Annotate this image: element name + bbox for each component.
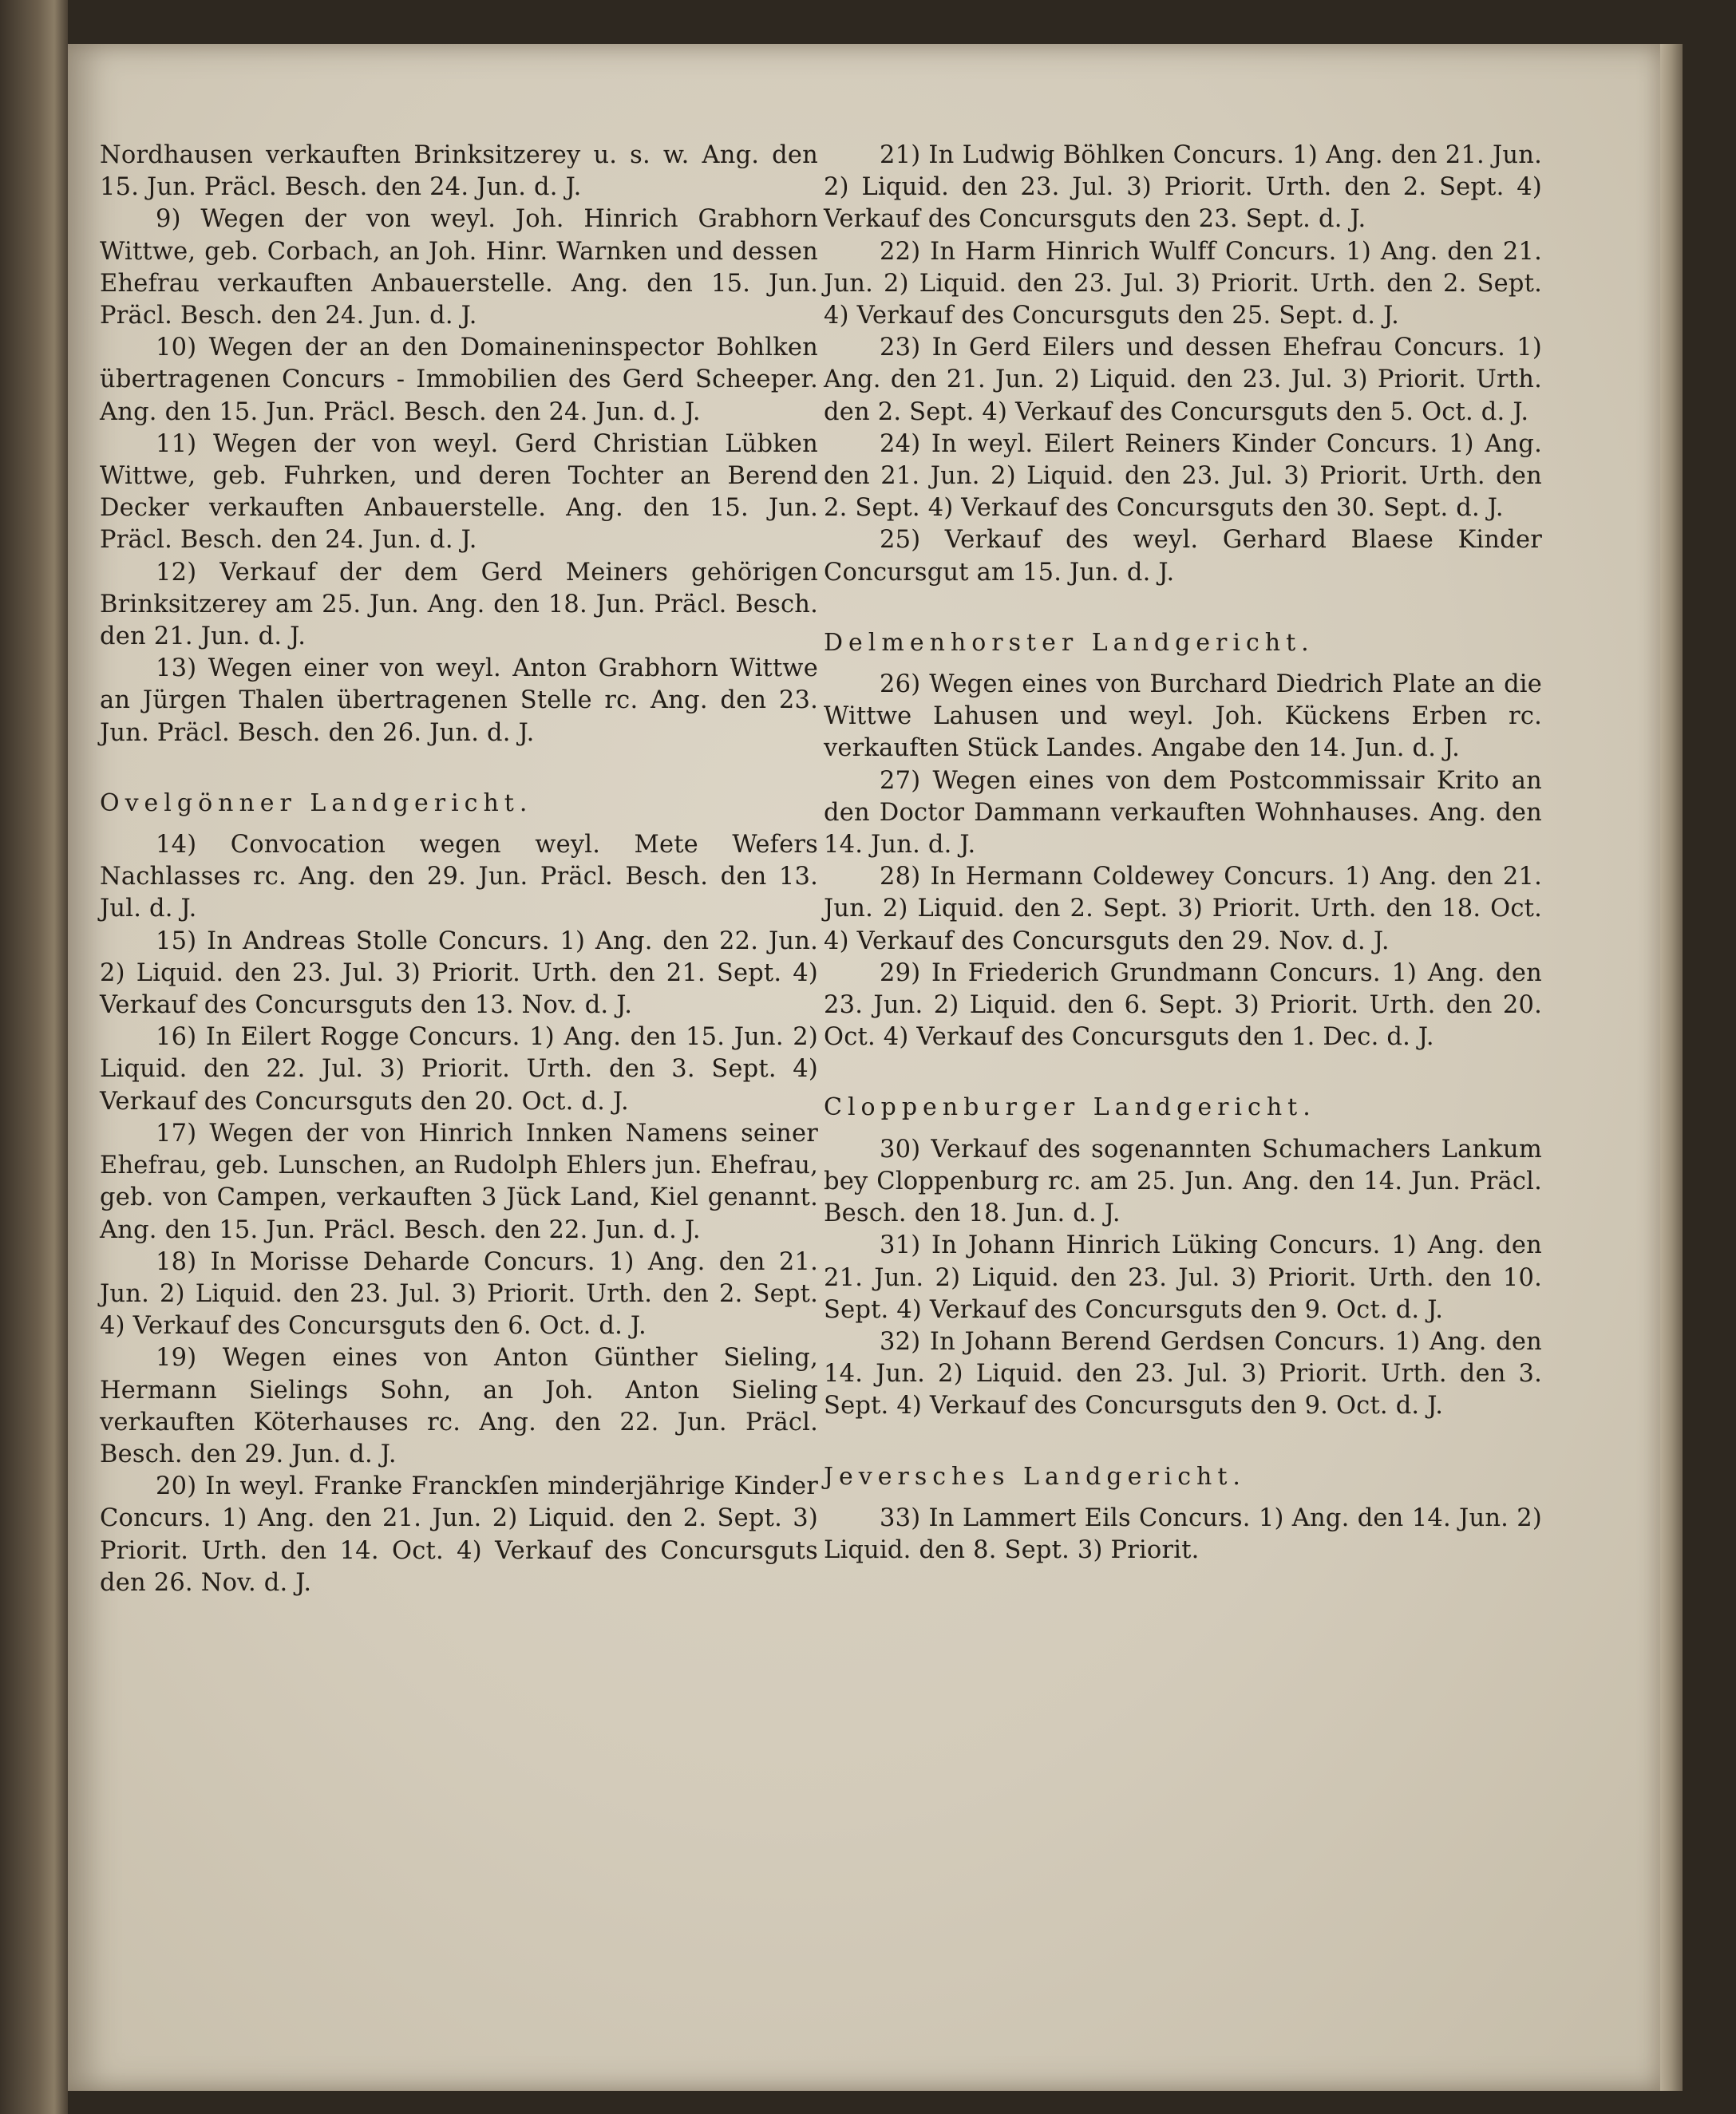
left-column: [100, 140, 818, 1599]
paragraph: 26) Wegen eines von Burchard Diedrich Plate an die Wittwe Lahusen und weyl. Joh. Kückens Erben rc. verkauften Stück Landes. Angabe den 14. Jun. d. J.: [824, 670, 1542, 763]
paragraph: 15) In Andreas Stolle Concurs. 1) Ang. den 22. Jun. 2) Liquid. den 23. Jul. 3) Priorit. Urth. den 21. Sept. 4) Verkauf des Concursguts den 13. Nov. d. J.: [100, 927, 818, 1020]
paragraph: 27) Wegen eines von dem Postcommissair Krito an den Doctor Dammann verkauften Wohnhauses. Ang. den 14. Jun. d. J.: [824, 766, 1542, 859]
paragraph: 23) In Gerd Eilers und dessen Ehefrau Concurs. 1) Ang. den 21. Jun. 2) Liquid. den 23. Jul. 3) Priorit. Urth. den 2. Sept. 4) Verkauf des Concursguts den 5. Oct. d. J.: [824, 334, 1542, 426]
paragraph: 16) In Eilert Rogge Concurs. 1) Ang. den 15. Jun. 2) Liquid. den 22. Jul. 3) Priorit. Urth. den 3. Sept. 4) Verkauf des Concursguts den 20. Oct. d. J.: [100, 1023, 818, 1116]
paragraph: 32) In Johann Berend Gerdsen Concurs. 1) Ang. den 14. Jun. 2) Liquid. den 23. Jul. 3) Priorit. Urth. den 3. Sept. 4) Verkauf des Concursguts den 9. Oct. d. J.: [824, 1327, 1542, 1421]
section-heading: Cloppenburger Landgericht.: [824, 1093, 1316, 1122]
section-heading: Delmenhorster Landgericht.: [824, 628, 1315, 657]
book-page: [68, 44, 1660, 2091]
paragraph: 29) In Friederich Grundmann Concurs. 1) Ang. den 23. Jun. 2) Liquid. den 6. Sept. 3) Priorit. Urth. den 20. Oct. 4) Verkauf des Concursguts den 1. Dec. d. J.: [824, 958, 1542, 1052]
right-column: [824, 140, 1542, 1567]
previous-page-edge: [0, 0, 68, 2114]
paragraph: 28) In Hermann Coldewey Concurs. 1) Ang. den 21. Jun. 2) Liquid. den 2. Sept. 3) Priorit. Urth. den 18. Oct. 4) Verkauf des Concursguts den 29. Nov. d. J.: [824, 863, 1542, 955]
paragraph: 18) In Morisse Deharde Concurs. 1) Ang. den 21. Jun. 2) Liquid. den 23. Jul. 3) Priorit. Urth. den 2. Sept. 4) Verkauf des Concursguts den 6. Oct. d. J.: [100, 1247, 818, 1341]
paragraph: 17) Wegen der von Hinrich Innken Namens seiner Ehefrau, geb. Lunschen, an Rudolph Ehlers jun. Ehefrau, geb. von Campen, verkauften 3 Jück Land, Kiel genannt. Ang. den 15. Jun. Präcl. Besch. den 22. Jun. d. J.: [100, 1119, 818, 1244]
paragraph: 19) Wegen eines von Anton Günther Sieling, Hermann Sielings Sohn, an Joh. Anton Sieling verkauften Köterhauses rc. Ang. den 22. Jun. Präcl. Besch. den 29. Jun. d. J.: [100, 1344, 818, 1468]
section-heading: Ovelgönner Landgericht.: [100, 788, 533, 817]
paragraph: 31) In Johann Hinrich Lüking Concurs. 1) Ang. den 21. Jun. 2) Liquid. den 23. Jul. 3) Priorit. Urth. den 10. Sept. 4) Verkauf des Concursguts den 9. Oct. d. J.: [824, 1231, 1542, 1324]
paragraph: Nordhausen verkauften Brinksitzerey u. s. w. Ang. den 15. Jun. Präcl. Besch. den 24. Jun. d. J.: [100, 141, 818, 202]
paragraph: 24) In weyl. Eilert Reiners Kinder Concurs. 1) Ang. den 21. Jun. 2) Liquid. den 23. Jul. 3) Priorit. Urth. den 2. Sept. 4) Verkauf des Concursguts den 30. Sept. d. J.: [824, 429, 1542, 523]
paragraph: 11) Wegen der von weyl. Gerd Christian Lübken Wittwe, geb. Fuhrken, und deren Tochter an Berend Decker verkauften Anbauerstelle. Ang. den 15. Jun. Präcl. Besch. den 24. Jun. d. J.: [100, 429, 818, 555]
paragraph: 21) In Ludwig Böhlken Concurs. 1) Ang. den 21. Jun. 2) Liquid. den 23. Jul. 3) Priorit. Urth. den 2. Sept. 4) Verkauf des Concursguts den 23. Sept. d. J.: [824, 141, 1542, 234]
paragraph: 25) Verkauf des weyl. Gerhard Blaese Kinder Concursgut am 15. Jun. d. J.: [824, 526, 1542, 587]
paragraph: 30) Verkauf des sogenannten Schumachers Lankum bey Cloppenburg rc. am 25. Jun. Ang. den 14. Jun. Präcl. Besch. den 18. Jun. d. J.: [824, 1135, 1542, 1228]
paragraph: 13) Wegen einer von weyl. Anton Grabhorn Wittwe an Jürgen Thalen übertragenen Stelle rc. Ang. den 23. Jun. Präcl. Besch. den 26. Jun. d. J.: [100, 654, 818, 747]
paragraph: 12) Verkauf der dem Gerd Meiners gehörigen Brinksitzerey am 25. Jun. Ang. den 18. Jun. Präcl. Besch. den 21. Jun. d. J.: [100, 558, 818, 651]
paragraph: 10) Wegen der an den Domaineninspector Bohlken übertragenen Concurs - Immobilien des Gerd Scheeper. Ang. den 15. Jun. Präcl. Besch. den 24. Jun. d. J.: [100, 334, 818, 426]
paragraph: 14) Convocation wegen weyl. Mete Wefers Nachlasses rc. Ang. den 29. Jun. Präcl. Besch. den 13. Jul. d. J.: [100, 831, 818, 923]
paragraph: 33) In Lammert Eils Concurs. 1) Ang. den 14. Jun. 2) Liquid. den 8. Sept. 3) Priorit.: [824, 1504, 1542, 1564]
section-heading: Jeversches Landgericht.: [824, 1462, 1246, 1491]
paragraph: 9) Wegen der von weyl. Joh. Hinrich Grabhorn Wittwe, geb. Corbach, an Joh. Hinr. Warnken und dessen Ehefrau verkauften Anbauerstelle. Ang. den 15. Jun. Präcl. Besch. den 24. Jun. d. J.: [100, 205, 818, 330]
page-stack-edge: [1660, 44, 1683, 2091]
paragraph: 22) In Harm Hinrich Wulff Concurs. 1) Ang. den 21. Jun. 2) Liquid. den 23. Jul. 3) Priorit. Urth. den 2. Sept. 4) Verkauf des Concursguts den 25. Sept. d. J.: [824, 237, 1542, 330]
paragraph: 20) In weyl. Franke Franckſen minderjährige Kinder Concurs. 1) Ang. den 21. Jun. 2) Liquid. den 2. Sept. 3) Priorit. Urth. den 14. Oct. 4) Verkauf des Concursguts den 26. Nov. d. J.: [100, 1472, 818, 1597]
